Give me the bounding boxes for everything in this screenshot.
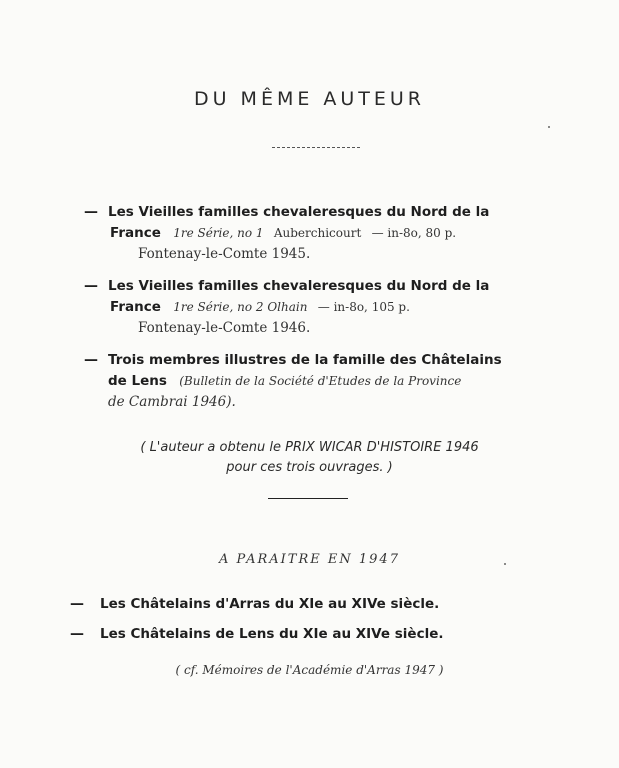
- work-title-line-1: Les Vieilles familles chevaleresques du Nord de la: [108, 204, 490, 220]
- entry-dash: —: [84, 278, 98, 294]
- page-title: DU MÊME AUTEUR: [193, 88, 426, 110]
- scan-speck: [504, 563, 506, 565]
- work-imprint: Fontenay-le-Comte 1946.: [138, 320, 311, 336]
- forthcoming-heading: A PARAITRE EN 1947: [219, 552, 400, 567]
- entry-dash: —: [70, 626, 84, 642]
- work-title-line-1: Trois membres illustres de la famille des Châtelains: [108, 352, 502, 368]
- entry-dash: —: [70, 596, 84, 612]
- work-title-end: France: [110, 225, 161, 241]
- entry-dash: —: [84, 352, 98, 368]
- work-title-end: de Lens: [108, 373, 167, 389]
- work-title-line-2: [110, 299, 410, 315]
- work-title-end: France: [110, 299, 161, 315]
- work-format: — in-8o, 80 p.: [371, 226, 457, 240]
- work-series: 1re Série, no 2 Olhain: [173, 300, 308, 314]
- work-title-line-2: [108, 373, 461, 389]
- entry-dash: —: [84, 204, 98, 220]
- work-series: 1re Série, no 1: [173, 226, 264, 240]
- title-divider: [272, 147, 360, 148]
- section-divider: [268, 498, 348, 499]
- work-title-line-2: [110, 225, 456, 241]
- work-publication-note-end: de Cambrai 1946).: [108, 394, 236, 410]
- prize-note-line-2: pour ces trois ouvrages. ): [226, 460, 393, 475]
- work-title-line-1: Les Vieilles familles chevaleresques du Nord de la: [108, 278, 490, 294]
- forthcoming-title: Les Châtelains d'Arras du XIe au XIVe siècle.: [100, 596, 440, 612]
- work-format: — in-8o, 105 p.: [317, 300, 410, 314]
- prize-note-line-1: ( L'auteur a obtenu le PRIX WICAR D'HISTOIRE 1946: [140, 440, 479, 455]
- work-imprint: Fontenay-le-Comte 1945.: [138, 246, 311, 262]
- forthcoming-title: Les Châtelains de Lens du XIe au XIVe siècle.: [100, 626, 444, 642]
- scan-speck: [548, 126, 550, 128]
- work-publication-note: (Bulletin de la Société d'Etudes de la Province: [179, 374, 462, 388]
- forthcoming-reference: ( cf. Mémoires de l'Académie d'Arras 1947 ): [175, 663, 444, 677]
- work-subject: Auberchicourt: [273, 226, 362, 240]
